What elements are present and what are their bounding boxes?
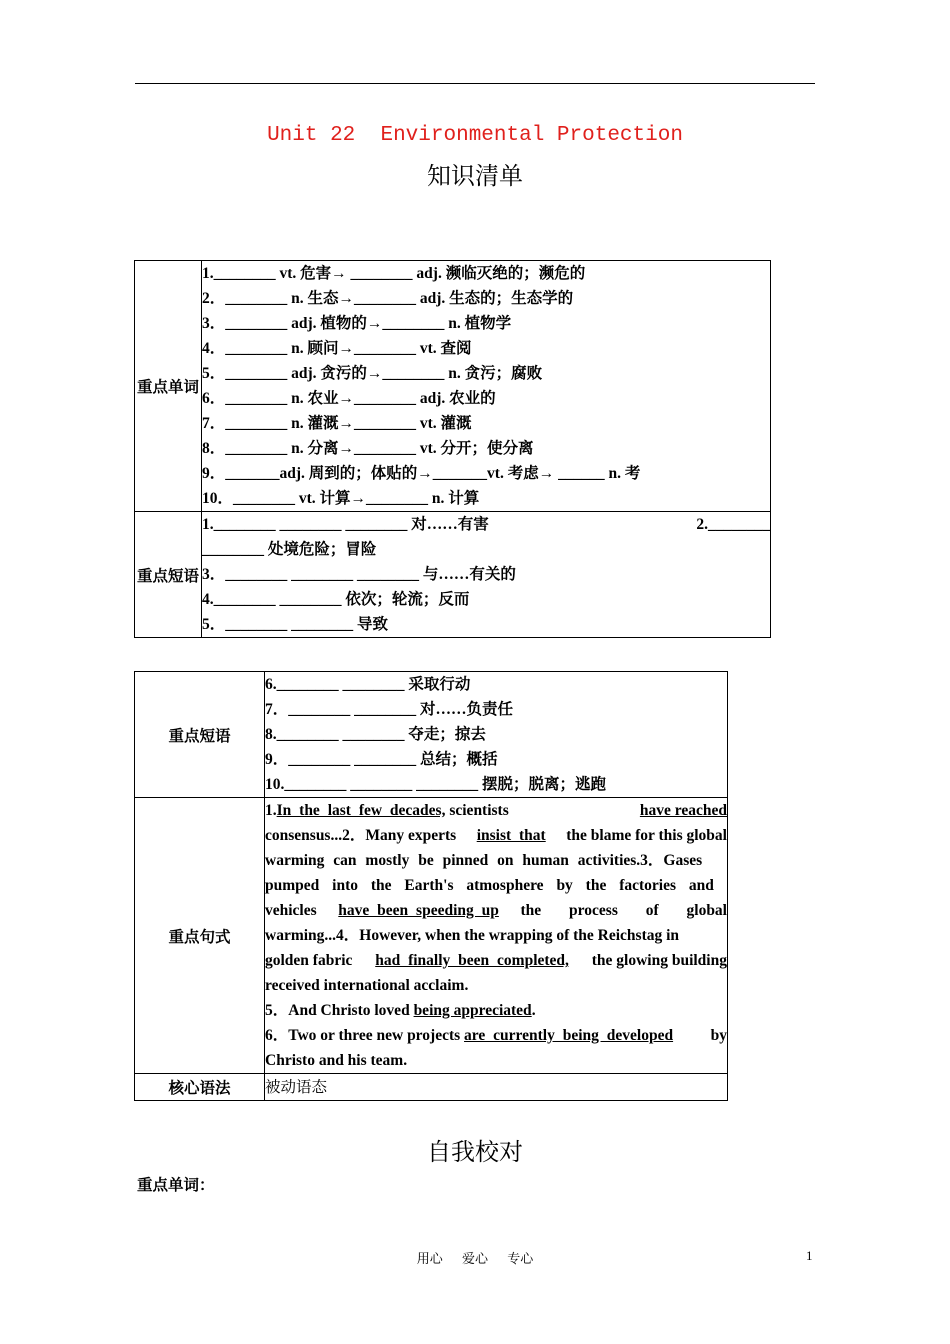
phrase-label: 重点短语 [135,672,265,798]
phrase-item: 3．________ ________ ________ 与……有关的 [202,566,516,583]
sentence-line: warming can mostly be pinned on human activities.3．Gases [265,852,703,869]
sentence-line: Christo and his team. [265,1052,408,1069]
phrase-list [202,512,771,638]
knowledge-table-1 [134,260,771,638]
sentence-line: golden fabric had finally been completed, the glowing building [265,948,727,973]
sentence-row [135,798,728,1074]
sentence-line: 1.In the last few decades, scientists have reached [265,798,727,823]
vocab-list [202,261,771,512]
sentence-line: pumped into the Earth's atmosphere by the factories and [265,877,714,894]
phrase-item-right: 2.________ [696,516,770,533]
key-phrase: have been speeding up [338,902,499,919]
sentence-block [265,798,728,1074]
phrase-item [202,512,770,537]
page-subtitle: 知识清单 [427,164,523,190]
sentence-line: received international acclaim. [265,977,469,994]
phrase-item: 10.________ ________ ________ 摆脱；脱离；逃跑 [265,776,607,793]
vocab-row [135,261,771,512]
vocab-item: 4．________ n. 顾问→________ vt. 查阅 [202,340,472,357]
phrase-item: 5．________ ________ 导致 [202,616,389,633]
phrase-row [135,512,771,638]
phrase-row [135,672,728,798]
vocab-item: 6．________ n. 农业→________ adj. 农业的 [202,390,496,407]
phrase-list [265,672,728,798]
vocab-item: 2．________ n. 生态→________ adj. 生态的；生态学的 [202,290,574,307]
sentence-line: consensus...2．Many experts insist that the blame for this global [265,823,727,848]
sentence-line: 5．And Christo loved being appreciated. [265,1002,536,1019]
sentence-label: 重点句式 [135,798,265,1074]
self-check-label: 重点单词： [137,1177,215,1194]
grammar-label: 核心语法 [135,1074,265,1101]
header-rule [135,83,815,84]
phrase-label: 重点短语 [135,512,202,638]
phrase-item: ________ 处境危险；冒险 [202,541,377,558]
key-phrase: are currently being developed [464,1027,674,1044]
self-check-title: 自我校对 [427,1140,523,1166]
phrase-item: 7．________ ________ 对……负责任 [265,701,514,718]
key-phrase: being appreciated [413,1002,532,1019]
vocab-label: 重点单词 [135,261,202,512]
grammar-value: 被动语态 [265,1074,728,1101]
vocab-item: 10．________ vt. 计算→________ n. 计算 [202,490,480,507]
phrase-item-left: 1.________ ________ ________ 对……有害 [202,516,489,533]
phrase-item: 8.________ ________ 夺走；掠去 [265,726,486,743]
phrase-item: 4.________ ________ 依次；轮流；反而 [202,591,470,608]
sentence-line: 6．Two or three new projects are currently being developed by [265,1027,727,1044]
key-phrase: insist that [476,827,546,844]
key-phrase: had finally been completed, [375,952,569,969]
page-footer: 用心 爱心 专心 [416,1251,534,1266]
page-title: Unit 22 Environmental Protection [267,124,683,147]
grammar-row [135,1074,728,1101]
sentence-line: vehicles have been speeding up the process of global [265,898,727,923]
knowledge-table-2 [134,671,728,1101]
sentence-line: warming...4．However, when the wrapping of the Reichstag in [265,927,680,944]
vocab-item: 7．________ n. 灌溉→________ vt. 灌溉 [202,415,472,432]
vocab-item: 9．_______adj. 周到的；体贴的→_______vt. 考虑→ ______ n. 考 [202,465,641,482]
key-phrase: have reached [639,802,727,819]
phrase-item: 9．________ ________ 总结；概括 [265,751,498,768]
key-phrase: In the last few decades, [276,802,446,819]
vocab-item: 3．________ adj. 植物的→________ n. 植物学 [202,315,512,332]
vocab-item: 1.________ vt. 危害→ ________ adj. 濒临灭绝的；濒危的 [202,265,586,282]
page-number: 1 [806,1248,813,1263]
vocab-item: 5．________ adj. 贪污的→________ n. 贪污；腐败 [202,365,543,382]
vocab-item: 8．________ n. 分离→________ vt. 分开；使分离 [202,440,534,457]
phrase-item: 6.________ ________ 采取行动 [265,676,471,693]
